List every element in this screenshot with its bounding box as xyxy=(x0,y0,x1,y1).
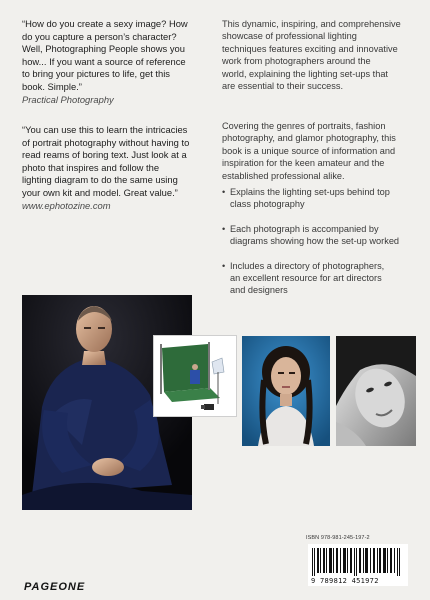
blurb-line: inspiration for the keen amateur and the xyxy=(222,158,385,169)
isbn-label: ISBN 978-981-245-197-2 xyxy=(306,535,370,541)
blurb-line: established professional alike. xyxy=(222,170,345,181)
bullet-line: • Each photograph is accompanied by xyxy=(230,223,379,234)
bullet-line: diagrams showing how the set-up worked xyxy=(230,236,400,247)
barcode-number: 9 789812 451972 xyxy=(311,577,379,585)
quote-line: do you capture a person’s character? xyxy=(22,30,177,42)
photo-woman-braids xyxy=(242,336,330,446)
blurb-line: techniques features exciting and innovative xyxy=(222,43,398,54)
blurb-line: work from photographers around the xyxy=(222,56,371,67)
bullet-line: an excellent resource for art directors xyxy=(230,273,382,284)
quote-line: book. Simple.” xyxy=(22,80,82,92)
barcode-bars xyxy=(312,548,404,576)
bullet-line: • Includes a directory of photographers, xyxy=(230,260,385,271)
quote-line: photo that inspires and follow the xyxy=(22,161,160,173)
quote-line: to bring your pictures to life, get this xyxy=(22,68,170,80)
blurb-line: Covering the genres of portraits, fashion xyxy=(222,121,386,131)
quote-line: “You can use this to learn the intricacies xyxy=(22,124,188,135)
publisher-logo: PAGEONE xyxy=(24,581,86,593)
blurb-line: book is a unique source of information and xyxy=(222,145,396,156)
bullet-line: and designers xyxy=(230,285,288,296)
quote-line: lighting diagram to do the same using xyxy=(22,174,178,186)
blurb-paragraph-genres xyxy=(222,120,412,182)
review-quote-practical-photography xyxy=(22,18,207,106)
blurb-line: showcase of professional lighting xyxy=(222,31,357,42)
blurb-line: are essential to their success. xyxy=(222,81,344,92)
blurb-line: photography, and glamor photography, this xyxy=(222,133,396,144)
quote-line: of portrait photography without having to xyxy=(22,136,190,148)
quote-line: “How do you create a sexy image? How xyxy=(22,18,188,29)
quote-source: Practical Photography xyxy=(22,93,114,105)
bullet-line: class photography xyxy=(230,199,305,210)
feature-bullet xyxy=(222,186,418,211)
quote-source: www.ephotozine.com xyxy=(22,199,111,211)
quote-line: read reams of boring text. Just look at a xyxy=(22,149,187,161)
feature-bullet xyxy=(222,260,418,297)
feature-bullet xyxy=(222,223,418,248)
blurb-line: This dynamic, inspiring, and comprehensive xyxy=(222,19,401,29)
blurb-paragraph-intro xyxy=(222,18,412,92)
isbn-barcode xyxy=(308,544,408,586)
quote-line: Well, Photographing People shows you xyxy=(22,43,185,55)
quote-line: your own kit and model. Great value.” xyxy=(22,186,178,198)
blurb-line: world, explaining the lighting set-ups that xyxy=(222,68,388,79)
quote-line: how... If you want a source of reference xyxy=(22,55,186,67)
bullet-line: • Explains the lighting set-ups behind top xyxy=(230,187,390,197)
photo-woman-black-and-white xyxy=(336,336,416,446)
review-quote-ephotozine xyxy=(22,124,207,212)
feature-bullet-list xyxy=(222,186,418,309)
lighting-diagram-illustration xyxy=(154,336,236,416)
